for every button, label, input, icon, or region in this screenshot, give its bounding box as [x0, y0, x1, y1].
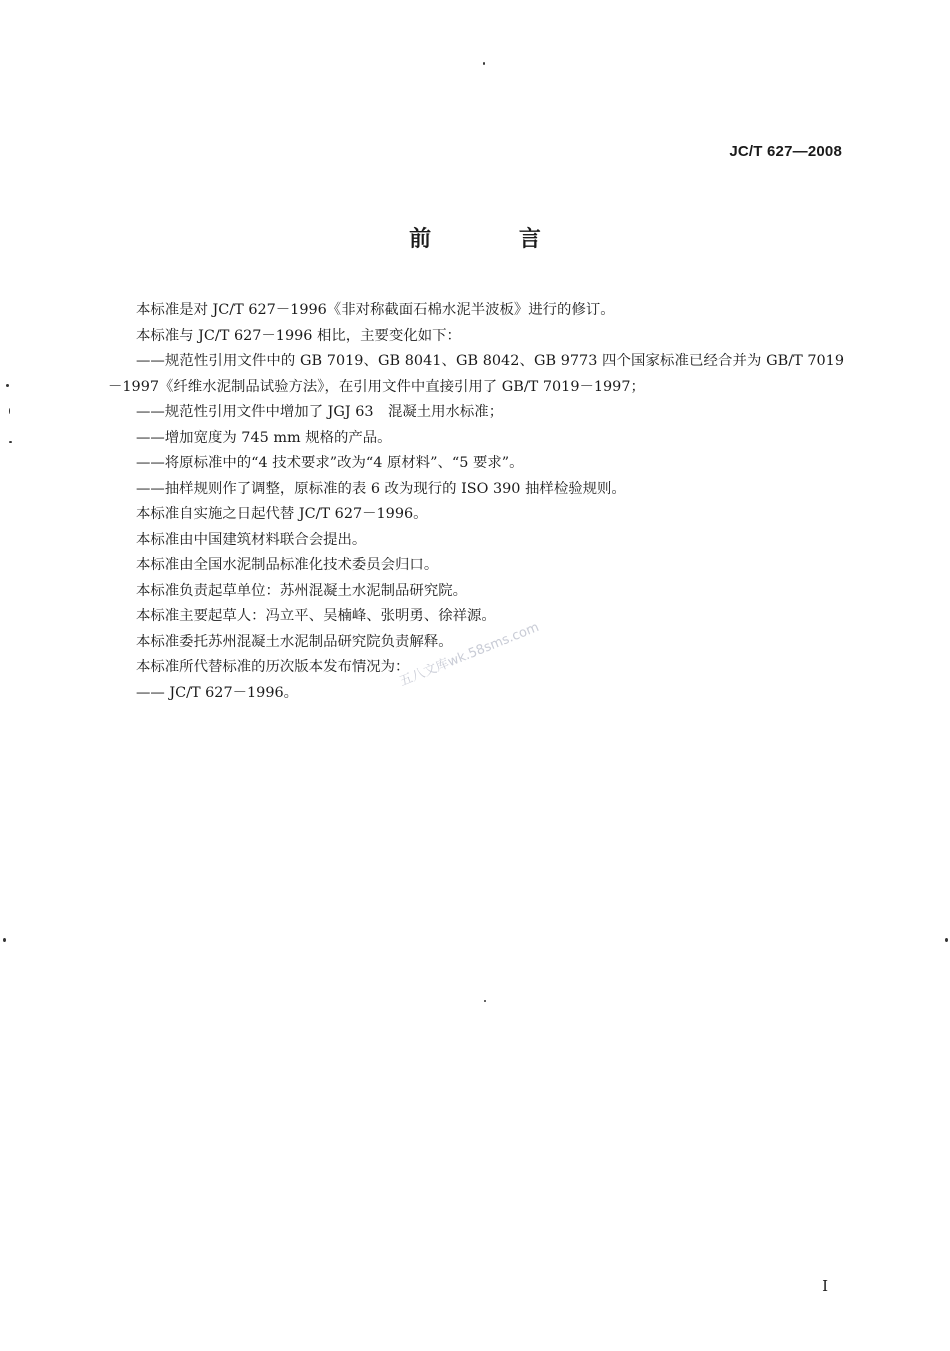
paragraph: ——规范性引用文件中的 GB 7019、GB 8041、GB 8042、GB 9773 四个国家标准已经合并为 GB/T 7019－1997《纤维水泥制品试验方法》，在引用文件中直接引用了 GB/T 7019－1997；: [108, 353, 844, 395]
paragraph: ——抽样规则作了调整，原标准的表 6 改为现行的 ISO 390 抽样检验规则。: [136, 480, 626, 497]
scan-speck: [945, 938, 948, 942]
paragraph: 本标准委托苏州混凝土水泥制品研究院负责解释。: [136, 633, 453, 650]
paragraph: 本标准自实施之日起代替 JC/T 627－1996。: [136, 506, 428, 522]
paragraph: —— JC/T 627－1996。: [136, 684, 299, 701]
page-title: 前 言: [409, 227, 581, 252]
scan-speck: [9, 408, 10, 414]
paragraph: ——规范性引用文件中增加了 JGJ 63 混凝土用水标准；: [136, 404, 504, 420]
standard-code: JC/T 627—2008: [729, 143, 842, 160]
paragraph: 本标准所代替标准的历次版本发布情况为：: [136, 659, 410, 675]
scan-speck: [6, 384, 9, 387]
scan-speck: [483, 62, 485, 65]
paragraph: ——增加宽度为 745 mm 规格的产品。: [136, 429, 392, 446]
paragraph: 本标准由全国水泥制品标准化技术委员会归口。: [136, 557, 439, 573]
watermark: 五八文库wk.58sms.com: [397, 619, 542, 690]
paragraph: 本标准负责起草单位：苏州混凝土水泥制品研究院。: [136, 582, 467, 599]
paragraph: 本标准由中国建筑材料联合会提出。: [136, 531, 367, 548]
paragraph: 本标准主要起草人：冯立平、吴楠峰、张明勇、徐祥源。: [136, 608, 496, 624]
paragraph: 本标准与 JC/T 627－1996 相比，主要变化如下：: [136, 327, 461, 344]
paragraph: ——将原标准中的“4 技术要求”改为“4 原材料”、“5 要求”。: [136, 455, 524, 471]
scan-speck: [3, 938, 6, 942]
scan-speck: [484, 1000, 486, 1002]
scan-speck: [9, 441, 12, 443]
page-number: I: [822, 1277, 828, 1295]
paragraph: 本标准是对 JC/T 627－1996《非对称截面石棉水泥半波板》进行的修订。: [136, 302, 615, 318]
